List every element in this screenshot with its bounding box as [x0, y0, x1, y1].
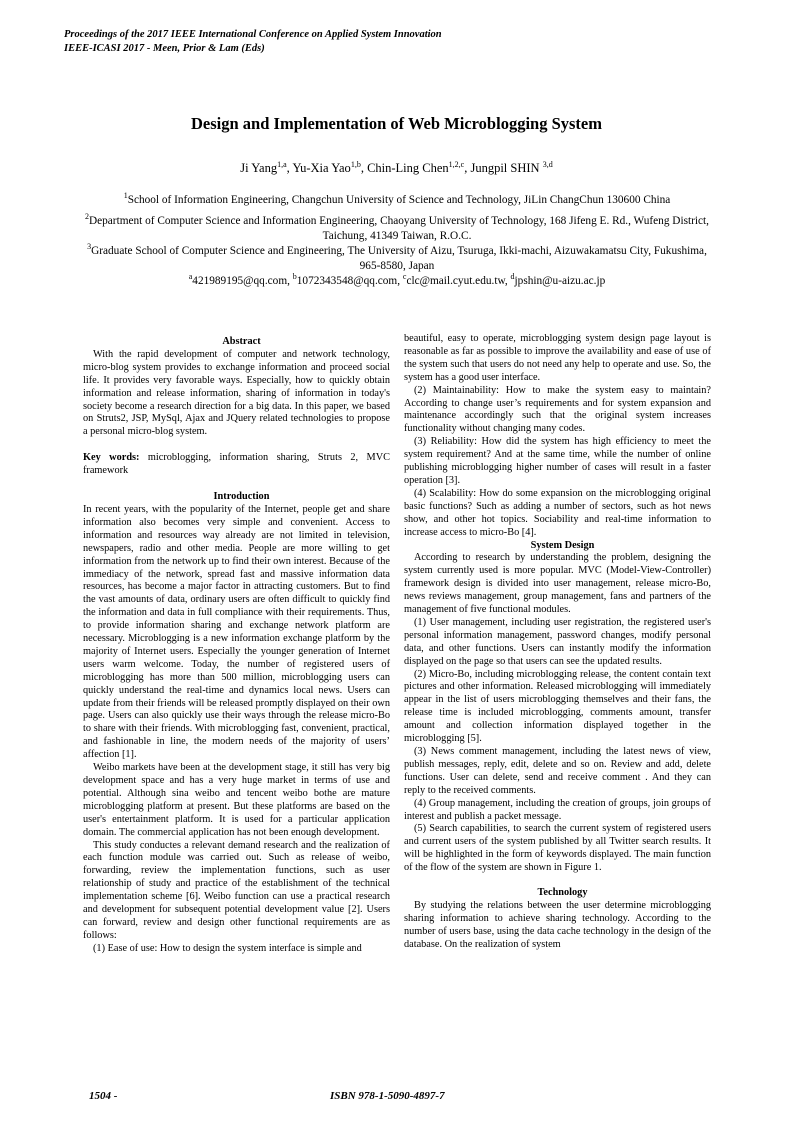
right-column: [404, 333, 711, 952]
affiliation-sup: 2: [84, 212, 89, 221]
paragraph: beautiful, easy to operate, microblogging system design page layout is reasonable as far as possible to improve the availability and ease of use of the system such that users do not need any help to operate and use. So, the system has a good user interface.: [404, 333, 711, 383]
affiliation-sup: 3: [87, 242, 92, 251]
technology-heading: Technology: [537, 887, 588, 899]
paragraph: (3) Reliability: How did the system has high efficiency to meet the system requirement? And at the same time, while the number of online publishing microblogging higher number of cases will result in a faster operation [3].: [404, 436, 711, 486]
paragraph: (1) Ease of use: How to design the system interface is simple and: [93, 942, 362, 954]
header-conference: IEEE-ICASI 2017 - Meen, Prior & Lam (Eds): [64, 43, 265, 54]
email: jpshin@u-aizu.ac.jp: [514, 275, 606, 287]
keywords: [83, 452, 390, 478]
email: clc@mail.cyut.edu.tw,: [406, 275, 511, 287]
keywords-label: Key words:: [83, 452, 140, 464]
email-sup: d: [510, 272, 515, 281]
affiliation-text: Department of Computer Science and Information Engineering, Chaoyang University of Technology, 168 Jifeng E. Rd., Wufeng District, Taichung, 41349 Taiwan, R.O.C.: [88, 215, 710, 242]
author-sep: ,: [286, 161, 293, 175]
paragraph: (4) Group management, including the creation of groups, join groups of interest and publish a packet message.: [404, 797, 711, 822]
left-column: [83, 336, 390, 956]
email-list: [80, 274, 714, 289]
keywords-text: microblogging, information sharing, Struts 2, MVC framework: [83, 452, 390, 477]
email: 421989195@qq.com,: [192, 275, 293, 287]
paper-title: Design and Implementation of Web Microblogging System: [191, 114, 602, 133]
abstract-text: With the rapid development of computer and network technology, micro-blog system provides to exchange information and proceed social life. It provides very favorable ways. Especially, how to quickly obtain information and release information, sharing of information in today's society become a research direction for a big data. In this paper, we based on Struts2, JSP, MySql, Ajax and JQuery related technologies to propose a personal micro-blog system.: [83, 348, 390, 438]
author-name: Chin-Ling Chen: [367, 161, 449, 175]
author-name: Ji Yang: [240, 161, 278, 175]
author-list: [0, 161, 793, 176]
paragraph: In recent years, with the popularity of the Internet, people get and share information also becomes very simple and convenient. Access to information and resources way already are not limited in television, newspapers, radio and other media. People are more willing to get information from the network up to find their own interest. Because of the immediacy of the network, spread fast and massive information data resources, has become a major factor in attracting customers. But to find the vast amounts of data, ordinary users are often difficult to quickly find the information and data in full compliance with their requirements. Thus, to provide information sharing and exchange network platform are necessary. Microblogging is a new information exchange platform by the majority of Internet users. Especially the younger generation of Internet users warm welcome. Today, the number of registered users of microblogging has more than 500 million, microblogging users can quickly understand the real-time and dynamics local news. Users can update from their friends will be released promptly displayed on their own page. Users can also quickly use their ways through the release micro-Bo to share with their friends. With microblogging fast, convenient, practical, and fashionable in line, the modern needs of the majority of users’ affection [1].: [83, 503, 390, 761]
affiliations: [80, 193, 714, 295]
author-name: Yu-Xia Yao: [292, 161, 351, 175]
paragraph: (4) Scalability: How do some expansion on the microblogging original basic functions? Such as adding a number of sectors, such as hot news show, and other hot topics. Sociability and real-time information to increase access to micro-Bo [4].: [404, 487, 711, 538]
author-sup: 1,b: [350, 160, 361, 169]
author-sep: ,: [464, 161, 471, 175]
paragraph: Weibo markets have been at the development stage, it still has very big development space and has a very huge market in terms of use and potential. Although sina weibo and tencent weibo bothe are mature microblogging platform at present. But these platforms are based on the user's entertainment platform. It is used for a particular application domain. The commercial application has not been enough development.: [83, 762, 390, 838]
paragraph: (2) Micro-Bo, including microblogging release, the content contain text pictures and other information. Released microblogging will immediately appear in the list of users microblogging themselves and their fans, the release time is included microblogging, comments amount, transfer amount and collection information displayed together in the microblogging [5].: [404, 668, 711, 745]
affiliation-text: Graduate School of Computer Science and Engineering, The University of Aizu, Tsuruga, Ikki-machi, Aizuwakamatsu City, Fukushima, 965-8580, Japan: [91, 245, 707, 272]
email-sup: a: [188, 272, 193, 281]
author-sup: 1,a: [277, 160, 287, 169]
paragraph: (5) Search capabilities, to search the current system of registered users and current users of the system published by all Twitter search results. It will be highlighted in the form of keywords displayed. The main function of the flow of the system are shown in Figure 1.: [404, 823, 711, 874]
affiliation-sup: 1: [123, 191, 128, 200]
system-design-heading: System Design: [530, 539, 595, 551]
introduction-heading: Introduction: [213, 491, 270, 503]
paragraph: (3) News comment management, including the latest news of view, publish messages, reply, edit, delete and so on. Review and add, delete functions. User can delete, send and receive comment . And they can reply to the received comments.: [404, 746, 711, 796]
paragraph: By studying the relations between the user determine microblogging sharing information to achieve sharing technology. According to the number of users base, using the data cache technology in the design of the database. On the realization of system: [404, 899, 711, 950]
email: 1072343548@qq.com,: [296, 275, 403, 287]
affiliation-text: School of Information Engineering, Changchun University of Science and Technology, JiLin ChangChun 130600 China: [127, 194, 671, 206]
paragraph: This study conductes a relevant demand research and the realization of each function module was carried out. Such as release of weibo, forwarding, review the implementation functions, such as user relationship of study and practice of the establishment of the technical implementation scheme [6]. Weibo function can use a practical research and development for subsequent potential development value [2]. Users can forward, review and design other functional requirements are as follows:: [83, 839, 390, 941]
author-sup: 1,2,c: [448, 160, 465, 169]
isbn: ISBN 978-1-5090-4897-7: [330, 1090, 445, 1102]
author-sep: ,: [360, 161, 368, 175]
affiliation: [80, 214, 714, 244]
paragraph: (1) User management, including user registration, the registered user's personal information management, password changes, modify personal data, and other functions. Users can instantly modify the information displayed on the page so that users can see the updated results.: [404, 616, 711, 667]
author-sup: 3,d: [542, 160, 553, 169]
email-sup: c: [402, 272, 407, 281]
email-sup: b: [292, 272, 297, 281]
running-header: [64, 28, 442, 56]
page-number: 1504 -: [89, 1090, 118, 1102]
header-proceedings: Proceedings of the 2017 IEEE International Conference on Applied System Innovation: [64, 29, 442, 40]
affiliation: [80, 193, 714, 208]
abstract-heading: Abstract: [222, 336, 261, 347]
paragraph: According to research by understanding the problem, designing the system currently used is more popular. MVC (Model-View-Controller) framework design is divided into user management, release micro-Bo, news reviews management, group management, fans and partners of the management of five functional modules.: [404, 552, 711, 616]
affiliation: [80, 244, 714, 274]
author-name: Jungpil SHIN: [470, 161, 543, 175]
paragraph: (2) Maintainability: How to make the system easy to maintain? According to change user’s requirements and for system expansion and maintenance accordingly such that the original system increases functionality without changing many codes.: [404, 384, 711, 435]
